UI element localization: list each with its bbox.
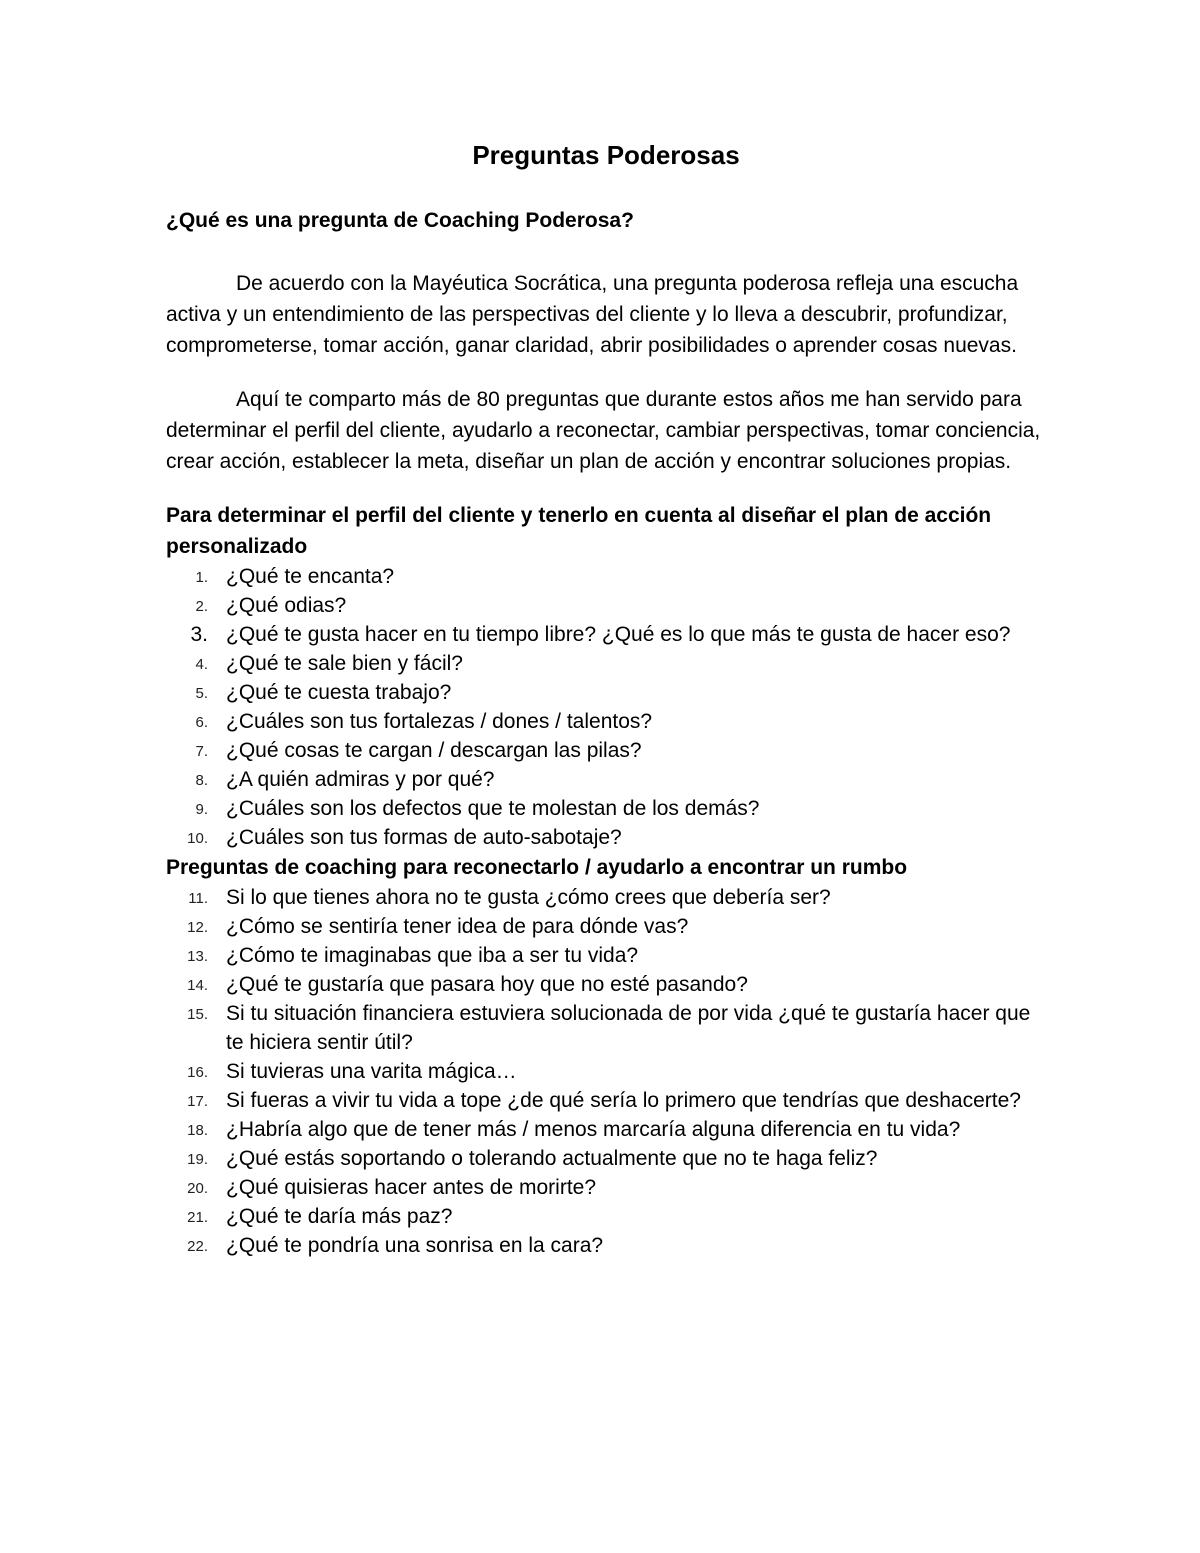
- list-item: [166, 707, 1046, 736]
- list-item-text: Si fueras a vivir tu vida a tope ¿de qué sería lo primero que tendrías que deshacerte?: [226, 1089, 1021, 1112]
- list-item-text: ¿Qué te gusta hacer en tu tiempo libre? ¿Qué es lo que más te gusta de hacer eso?: [226, 623, 1011, 646]
- list-item: [166, 1202, 1046, 1231]
- list-item-text: ¿Qué te encanta?: [226, 565, 395, 588]
- list-number: 1.: [195, 569, 208, 586]
- list-item: [166, 999, 1046, 1057]
- list-item-text: ¿Qué odias?: [226, 594, 347, 617]
- list-item-text: ¿Qué te gustaría que pasara hoy que no esté pasando?: [226, 973, 748, 996]
- list-item: [166, 1144, 1046, 1173]
- list-item: [166, 941, 1046, 970]
- document-title: Preguntas Poderosas: [472, 140, 740, 170]
- list-item-text: ¿Qué estás soportando o tolerando actualmente que no te haga feliz?: [226, 1147, 878, 1170]
- list-number: 20.: [187, 1180, 208, 1197]
- list-number: 10.: [187, 830, 208, 847]
- intro-paragraph-2: Aquí te comparto más de 80 preguntas que durante estos años me han servido para determinar el perfil del cliente, ayudarlo a reconectar, cambiar perspectivas, tomar conciencia, crear acción, establecer la meta, diseñar un plan de acción y encontrar soluciones propias.: [166, 388, 1041, 473]
- question-list-reconnect: [166, 883, 1046, 1260]
- list-number: 22.: [187, 1238, 208, 1255]
- list-item-text: ¿Qué cosas te cargan / descargan las pilas?: [226, 739, 642, 762]
- list-item: [166, 794, 1046, 823]
- section-profile: [166, 500, 1046, 852]
- list-item: [166, 765, 1046, 794]
- list-item-text: ¿Qué quisieras hacer antes de morirte?: [226, 1176, 597, 1199]
- section-heading-profile: Para determinar el perfil del cliente y tenerlo en cuenta al diseñar el plan de acción personalizado: [166, 504, 992, 558]
- list-item: [166, 823, 1046, 852]
- question-list-profile: [166, 562, 1046, 852]
- intro-paragraph-1: De acuerdo con la Mayéutica Socrática, una pregunta poderosa refleja una escucha activa y un entendimiento de las perspectivas del cliente y lo lleva a descubrir, profundizar, comprometerse, tomar acción, ganar claridad, abrir posibilidades o aprender cosas nuevas.: [166, 272, 1019, 357]
- list-item: [166, 883, 1046, 912]
- list-item-text: ¿Cómo se sentiría tener idea de para dónde vas?: [226, 915, 689, 938]
- list-number: 12.: [187, 919, 208, 936]
- list-number: 3.: [190, 623, 208, 646]
- list-item-text: Si tuvieras una varita mágica…: [226, 1060, 517, 1083]
- list-number: 17.: [187, 1093, 208, 1110]
- list-item: [166, 912, 1046, 941]
- list-number: 9.: [195, 801, 208, 818]
- list-number: 19.: [187, 1151, 208, 1168]
- list-item: [166, 1057, 1046, 1086]
- list-item: [166, 1115, 1046, 1144]
- list-number: 14.: [187, 977, 208, 994]
- list-number: 4.: [195, 656, 208, 673]
- list-item: [166, 678, 1046, 707]
- question-heading: ¿Qué es una pregunta de Coaching Poderosa?: [166, 209, 634, 232]
- list-number: 5.: [195, 685, 208, 702]
- list-item-text: Si lo que tienes ahora no te gusta ¿cómo crees que debería ser?: [226, 886, 831, 909]
- section-heading-reconnect: Preguntas de coaching para reconectarlo / ayudarlo a encontrar un rumbo: [166, 856, 908, 879]
- list-item-text: ¿Habría algo que de tener más / menos marcaría alguna diferencia en tu vida?: [226, 1118, 961, 1141]
- list-number: 13.: [187, 948, 208, 965]
- list-item-text: ¿Cuáles son tus formas de auto-sabotaje?: [226, 826, 622, 849]
- section-reconnect: [166, 852, 1046, 1260]
- document-content: [166, 135, 1046, 1260]
- list-number: 6.: [195, 714, 208, 731]
- list-item: [166, 1173, 1046, 1202]
- list-item: [166, 736, 1046, 765]
- list-number: 7.: [195, 743, 208, 760]
- list-item-text: Si tu situación financiera estuviera solucionada de por vida ¿qué te gustaría hacer que te hiciera sentir útil?: [226, 1002, 1031, 1054]
- list-item-text: ¿Qué te cuesta trabajo?: [226, 681, 452, 704]
- list-item-text: ¿Cuáles son tus fortalezas / dones / talentos?: [226, 710, 653, 733]
- list-number: 21.: [187, 1209, 208, 1226]
- list-item-text: ¿Qué te pondría una sonrisa en la cara?: [226, 1234, 604, 1257]
- list-number: 15.: [187, 1006, 208, 1023]
- list-item-text: ¿Cuáles son los defectos que te molestan de los demás?: [226, 797, 760, 820]
- list-item: [166, 1086, 1046, 1115]
- list-number: 11.: [188, 890, 208, 907]
- list-number: 16.: [187, 1064, 208, 1081]
- list-item-text: ¿Qué te daría más paz?: [226, 1205, 453, 1228]
- list-item-text: ¿Cómo te imaginabas que iba a ser tu vida?: [226, 944, 639, 967]
- list-item: [166, 591, 1046, 620]
- list-item: [166, 970, 1046, 999]
- list-number: 2.: [195, 598, 208, 615]
- list-number: 18.: [187, 1122, 208, 1139]
- list-item: [166, 1231, 1046, 1260]
- list-item: [166, 620, 1046, 649]
- list-item: [166, 649, 1046, 678]
- list-item-text: ¿A quién admiras y por qué?: [226, 768, 495, 791]
- list-item: [166, 562, 1046, 591]
- list-item-text: ¿Qué te sale bien y fácil?: [226, 652, 463, 675]
- list-number: 8.: [195, 772, 208, 789]
